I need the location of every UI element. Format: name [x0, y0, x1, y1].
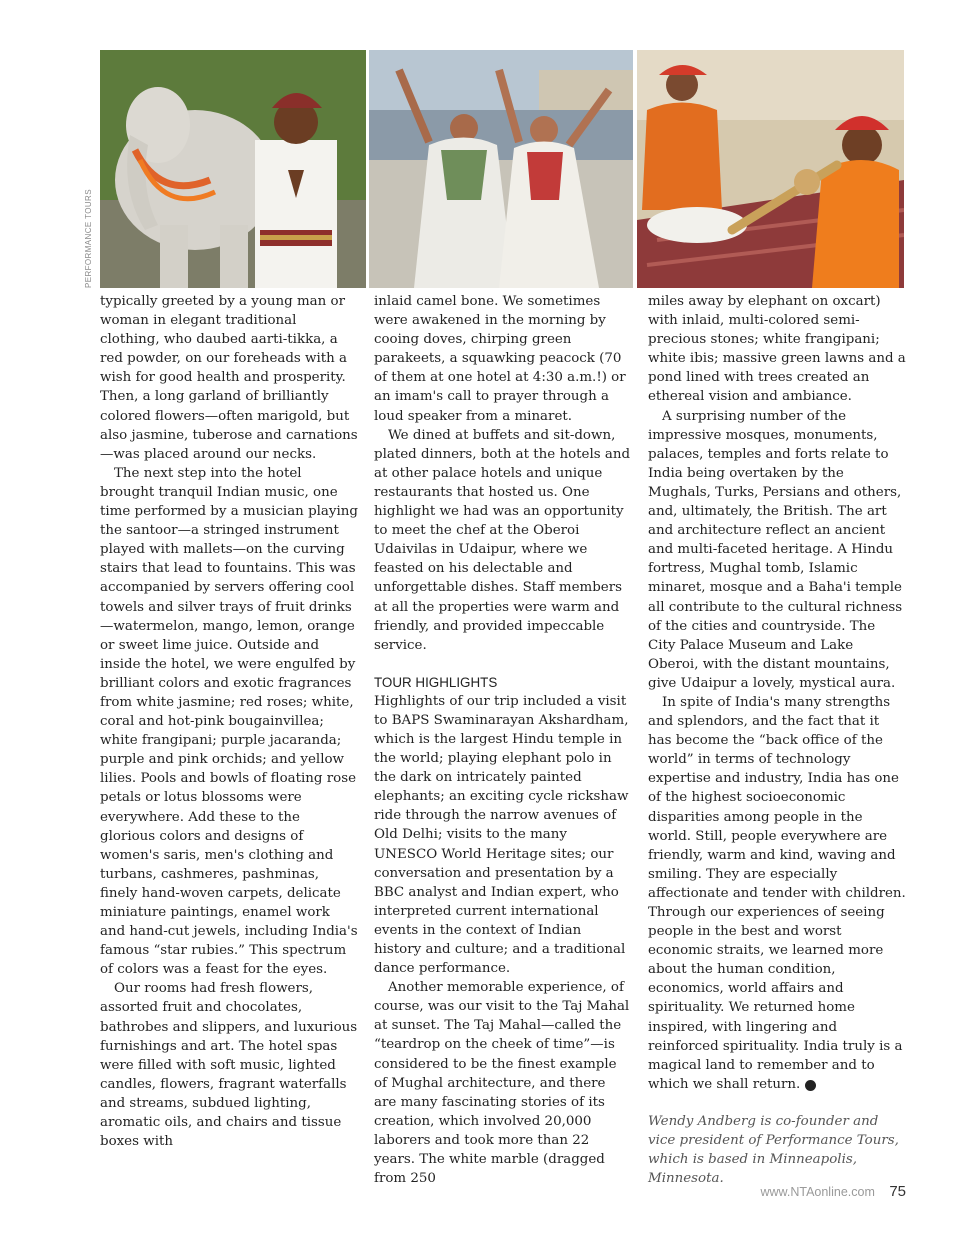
end-mark-icon: C	[805, 1080, 816, 1091]
paragraph: miles away by elephant on oxcart) with inlaid, multi-colored semi-precious stones; white frangipani; white ibis; massive green lawns and a pond lined with trees created an ethereal vision and ambiance.	[648, 294, 906, 405]
paragraph: Highlights of our trip included a visit to BAPS Swaminarayan Akshardham, which is the largest Hindu temple in the world; playing elephant polo in the dark on intricately painted elephants; an exciting cycle rickshaw ride through the narrow avenues of Old Delhi; visits to the many UNESCO World Heritage sites; our conversation and presentation by a BBC analyst and Indian expert, who interpreted current international events in the context of Indian history and culture; and a traditional dance performance.	[374, 693, 629, 977]
paragraph: typically greeted by a young man or woman in elegant traditional clothing, who daubed aarti-tikka, a red powder, on our foreheads with a wish for good health and prosperity. Then, a long garland of brilliantly colored flowers—often marigold, but also jasmine, tuberose and carnations—was placed around our necks.	[100, 294, 358, 462]
photo-dancers	[369, 50, 633, 288]
author-bio: Wendy Andberg is co-founder and vice president of Performance Tours, which is based in Minneapolis, Minnesota.	[648, 1113, 899, 1187]
photo-musicians	[637, 50, 904, 288]
article-column-2	[374, 292, 632, 1188]
page-number: 75	[889, 1183, 906, 1200]
photo-dancers-illustration	[369, 50, 633, 288]
footer-website: www.NTAonline.com	[760, 1185, 875, 1199]
paragraph: We dined at buffets and sit-down, plated dinners, both at the hotels and at other palace hotels and unique restaurants that hosted us. One highlight we had was an opportunity to meet the chef at the Oberoi Udaivilas in Udaipur, where we feasted on his delectable and unforgettable dishes. Staff members at all the properties were warm and friendly, and provided impeccable service.	[374, 427, 631, 653]
article-column-3	[648, 292, 906, 1188]
paragraph: Another memorable experience, of course, was our visit to the Taj Mahal at sunset. The Taj Mahal—called the “teardrop on the cheek of time”—is considered to be the finest example of Mughal architecture, and there are many fascinating stories of its creation, which involved 20,000 laborers and took more than 22 years. The white marble (dragged from 250	[374, 980, 630, 1187]
photo-credit: PERFORMANCE TOURS	[84, 189, 93, 288]
paragraph: Our rooms had fresh flowers, assorted fruit and chocolates, bathrobes and slippers, and luxurious furnishings and art. The hotel spas were filled with soft music, lighted candles, flowers, fragrant waterfalls and streams, subdued lighting, aromatic oils, and chairs and tissue boxes with	[100, 981, 358, 1150]
section-heading: TOUR HIGHLIGHTS	[374, 674, 498, 690]
paragraph: The next step into the hotel brought tranquil Indian music, one time performed by a musician playing the santoor—a stringed instrument played with mallets—on the curving stairs that lead to fountains. This was accompanied by servers offering cool towels and silver trays of fruit drinks—watermelon, mango, lemon, orange or sweet lime juice. Outside and inside the hotel, we were engulfed by brilliant colors and exotic fragrances from white jasmine; red roses; white, coral and hot-pink bougainvillea; white frangipani; purple jacaranda; purple and pink orchids; and yellow lilies. Pools and bowls of floating rose petals or lotus blossoms were everywhere. Add these to the glorious colors and designs of women's saris, men's clothing and turbans, cashmeres, pashminas, finely hand-woven carpets, delicate miniature paintings, enamel work and hand-cut jewels, including India's famous “star rubies.” This spectrum of colors was a feast for the eyes.	[100, 465, 358, 978]
paragraph-final	[648, 693, 906, 1094]
article-column-1	[100, 292, 358, 1151]
paragraph: A surprising number of the impressive mosques, monuments, palaces, temples and forts relate to India being overtaken by the Mughals, Turks, Persians and others, and, ultimately, the British. The art and architecture reflect an ancient and multi-faceted heritage. A Hindu fortress, Mughal tomb, Islamic minaret, mosque and a Baha'i temple all contribute to the cultural richness of the cities and countryside. The City Palace Museum and Lake Oberoi, with the distant mountains, give Udaipur a lovely, mystical aura.	[648, 408, 903, 691]
page-footer	[760, 1183, 906, 1201]
photo-elephant-statue-greeter	[100, 50, 366, 288]
paragraph-text: In spite of India's many strengths and splendors, and the fact that it has become the “back office of the world” in terms of technology expertise and industry, India has one of the highest socioeconomic disparities among people in the world. Still, people everywhere are friendly, warm and kind, waving and smiling. They are especially affectionate and tender with children. Through our experiences of seeing people in the best and worst economic straits, we learned more about the human condition, economics, world affairs and spirituality. We returned home inspired, with lingering and reinforced spirituality. India truly is a magical land to remember and to which we shall return.	[648, 694, 906, 1092]
photo-elephant-illustration	[100, 50, 366, 288]
paragraph: inlaid camel bone. We sometimes were awakened in the morning by cooing doves, chirping green parakeets, a squawking peacock (70 of them at one hotel at 4:30 a.m.!) or an imam's call to prayer through a loud speaker from a minaret.	[374, 294, 626, 424]
photo-musicians-illustration	[637, 50, 904, 288]
